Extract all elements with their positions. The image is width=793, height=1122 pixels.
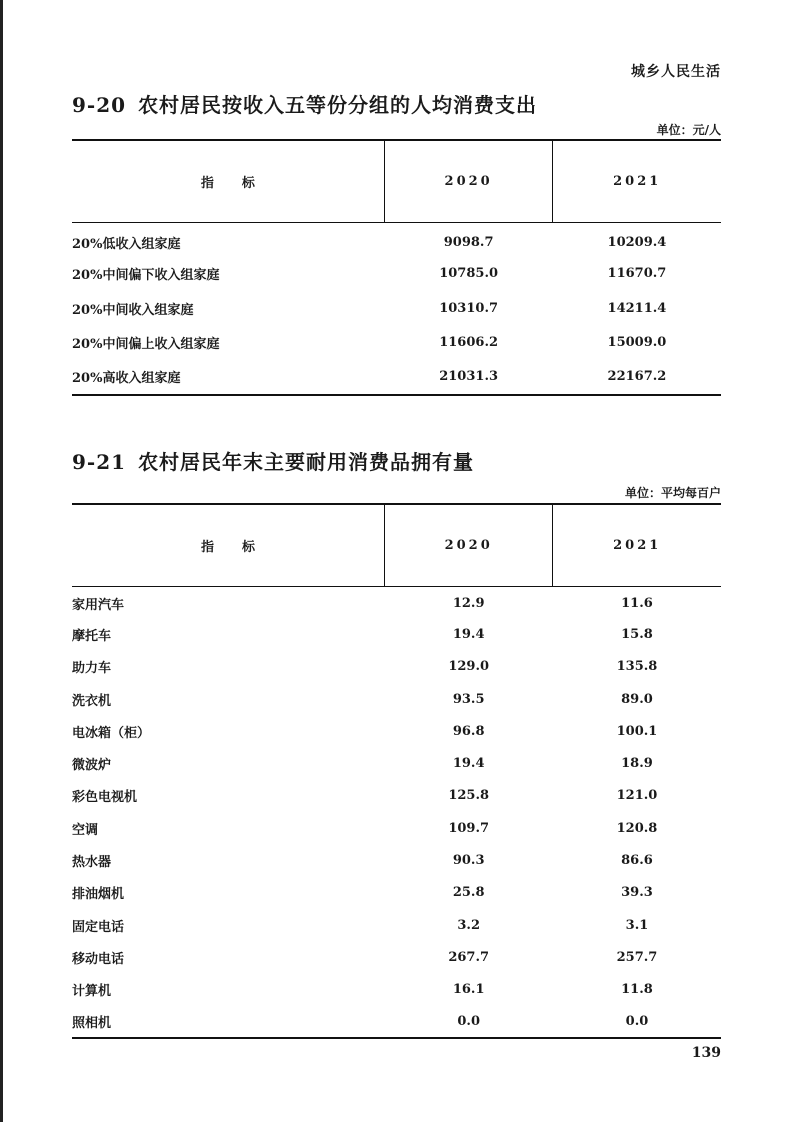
binding-edge-line	[0, 0, 3, 1122]
table-row	[72, 780, 721, 812]
row-label: 排油烟机	[72, 887, 125, 903]
cell-2021: 18.9	[621, 756, 653, 772]
table1-header-row	[72, 140, 721, 222]
cell-2020: 10310.7	[439, 300, 499, 316]
cell-2021: 0.0	[553, 1006, 721, 1038]
row-label: 20%中间偏上收入组家庭	[72, 337, 220, 353]
table-row	[72, 326, 721, 361]
row-label: 彩色电视机	[72, 790, 138, 806]
page-number: 139	[691, 1045, 721, 1061]
row-label: 照相机	[72, 1006, 384, 1038]
row-label: 20%中间偏下收入组家庭	[72, 268, 220, 284]
row-label: 20%中间收入组家庭	[72, 302, 194, 318]
table-row	[72, 844, 721, 876]
table2-header-indicator: 指 标	[72, 504, 384, 586]
cell-2021: 11.6	[621, 595, 653, 611]
cell-2021: 100.1	[616, 723, 658, 739]
row-label: 助力车	[72, 661, 112, 677]
table-row	[72, 877, 721, 909]
cell-2020: 93.5	[452, 691, 485, 707]
cell-2021: 14211.4	[607, 300, 667, 316]
cell-2020: 129.0	[448, 659, 490, 675]
table1-title-text: 农村居民按收入五等份分组的人均消费支出	[138, 93, 538, 117]
table2-header-row	[72, 504, 721, 586]
table2-number: 9-21	[72, 450, 127, 474]
row-label: 20%低收入组家庭	[72, 237, 181, 252]
cell-2020: 125.8	[448, 788, 490, 804]
table-row	[72, 618, 721, 650]
table2	[72, 503, 721, 1039]
cell-2020: 267.7	[448, 949, 490, 965]
table-row	[72, 812, 721, 844]
cell-2021: 11670.7	[607, 266, 667, 282]
cell-2021: 3.1	[625, 917, 649, 933]
cell-2021: 86.6	[621, 853, 653, 869]
cell-2020: 12.9	[452, 595, 485, 611]
cell-2021: 15009.0	[607, 335, 667, 351]
table-row	[72, 747, 721, 779]
table2-header-2020: 2020	[384, 504, 553, 586]
table1-header-2020: 2020	[384, 140, 553, 222]
cell-2020: 9098.7	[443, 235, 494, 250]
cell-2021: 89.0	[621, 691, 653, 707]
cell-2020: 96.8	[452, 723, 485, 739]
row-label: 洗衣机	[72, 693, 112, 709]
table1-header-indicator: 指 标	[72, 140, 384, 222]
cell-2020: 90.3	[452, 853, 485, 869]
row-label: 微波炉	[72, 758, 112, 774]
cell-2020: 10785.0	[439, 266, 499, 282]
cell-2020: 21031.3	[384, 360, 553, 395]
table-row	[72, 360, 721, 395]
table-row	[72, 586, 721, 618]
cell-2021: 135.8	[616, 659, 658, 675]
row-label: 移动电话	[72, 951, 125, 967]
row-label: 计算机	[72, 984, 112, 1000]
table1-unit: 单位：元/人	[656, 123, 721, 137]
row-label: 热水器	[72, 855, 112, 871]
section-header: 城乡人民生活	[631, 64, 721, 80]
cell-2021: 121.0	[616, 788, 658, 804]
table1	[72, 139, 721, 396]
table2-header-2021: 2021	[553, 504, 721, 586]
table-row	[72, 909, 721, 941]
table-row	[72, 941, 721, 973]
row-label: 固定电话	[72, 919, 125, 935]
cell-2020: 25.8	[452, 885, 485, 901]
cell-2020: 19.4	[452, 626, 485, 642]
table1-number: 9-20	[72, 93, 127, 117]
table2-unit: 单位：平均每百户	[624, 486, 721, 500]
cell-2020: 0.0	[384, 1006, 553, 1038]
table-row	[72, 222, 721, 257]
table1-header-2021: 2021	[553, 140, 721, 222]
cell-2020: 16.1	[452, 982, 485, 998]
table-row	[72, 651, 721, 683]
table-row	[72, 974, 721, 1006]
row-label: 摩托车	[72, 628, 112, 644]
table2-title	[72, 446, 474, 475]
cell-2021: 39.3	[621, 885, 653, 901]
table1-title	[72, 89, 537, 118]
row-label: 电冰箱（柜）	[72, 725, 151, 741]
cell-2020: 3.2	[457, 917, 480, 933]
table-row	[72, 257, 721, 292]
table-row	[72, 291, 721, 326]
cell-2021: 15.8	[621, 626, 653, 642]
cell-2020: 19.4	[452, 756, 485, 772]
row-label: 家用汽车	[72, 597, 125, 613]
cell-2020: 109.7	[448, 820, 490, 836]
cell-2021: 120.8	[616, 820, 658, 836]
cell-2021: 11.8	[621, 982, 653, 998]
table2-title-text: 农村居民年末主要耐用消费品拥有量	[138, 450, 475, 474]
row-label: 20%高收入组家庭	[72, 360, 384, 395]
table-row	[72, 683, 721, 715]
cell-2021: 257.7	[616, 949, 658, 965]
row-label: 空调	[72, 822, 99, 838]
table-row	[72, 1006, 721, 1038]
table-row	[72, 715, 721, 747]
cell-2020: 11606.2	[439, 335, 499, 351]
cell-2021: 10209.4	[607, 235, 667, 250]
cell-2021: 22167.2	[553, 360, 721, 395]
